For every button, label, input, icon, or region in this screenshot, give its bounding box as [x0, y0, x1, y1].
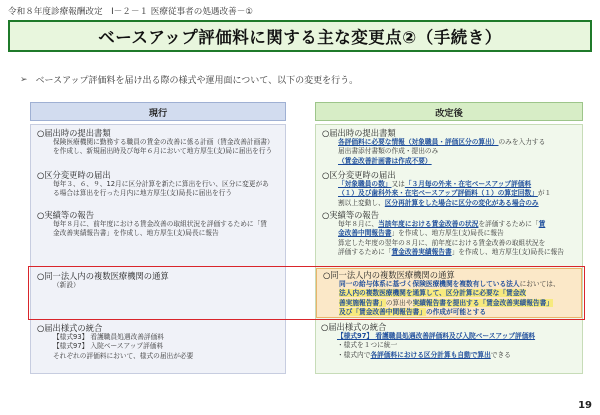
page-title: ベースアップ評価料に関する主な変更点②（手続き）	[98, 28, 502, 47]
title-banner	[8, 20, 592, 52]
current-section-documents: ○届出時の提出書類 保険医療機関に勤務する職員の賃金の改善に係る計画（賃金改善計画書） を作成し、新規届出時及び毎年６月において地方厚生(支)局に届出を行う	[31, 128, 285, 157]
header-tag: 令和８年度診療報酬改定 Ⅰ－２－１ 医療従事者の処遇改善－①	[8, 7, 254, 17]
current-panel	[30, 124, 286, 374]
revised-section-report: ○実績等の報告 毎年８月に、当該年度における賃金改善の状況を評価するために「賃 金改善中間報告書」を作成し、地方厚生(支)局長に報告 算定した年度の翌年の８月に、前年度における賃金改善の取組状況を 評価するために「賃金改善実績報告書」を作成し、地方厚生(支)局長に報告	[316, 210, 582, 258]
current-column-header: 現行	[30, 102, 286, 121]
section-title: ○届出時の提出書類	[322, 128, 396, 138]
arrow-bullet-icon: ➢	[20, 74, 28, 85]
intro-line	[20, 73, 358, 86]
section-title: ○届出様式の統合	[321, 322, 387, 332]
section-title: ○届出様式の統合	[37, 323, 103, 333]
current-section-report: ○実績等の報告 毎年８月に、前年度における賃金改善の取組状況を評価するために「賃 金改善実績報告書」を作成し、地方厚生(支)局長に報告	[31, 210, 285, 239]
section-title: ○区分変更時の届出	[322, 170, 396, 180]
revised-section-documents: ○届出時の提出書類 各評価料に必要な情報（対象職員・評価区分の算出）のみを入力する 届出書添付書類の作成・提出のみ （賃金改善計画書は作成不要）	[316, 128, 582, 166]
section-title: ○区分変更時の届出	[37, 170, 111, 180]
section-title: ○届出時の提出書類	[37, 128, 111, 138]
current-section-corporate-aggregation: ○同一法人内の複数医療機関の通算 （新設）	[31, 271, 285, 290]
revised-section-corporate-aggregation: ○同一法人内の複数医療機関の通算 同一の給与体系に基づく保険医療機関を複数有している法人においては、 法人内の複数医療機関を通算して、区分計算に必要な「賃金改 善実施報告書」の算出や実績報告書を提出する「賃金改善実績報告書」 及び「賃金改善中間報告書」の作成が可能とする	[316, 268, 582, 318]
current-section-form-integration: ○届出様式の統合 【様式93】 看護職員処遇改善評価料 【様式97】 入院ベースアップ評価料 それぞれの評価料において、様式の届出が必要	[31, 323, 285, 361]
page-number: 19	[578, 400, 592, 411]
revised-section-form-integration: ○届出様式の統合 【様式97】 看護職員処遇改善評価料及び入院ベースアップ評価料 ・様式を１つに統一 ・様式内で各評価料における区分計算も自動で算出できる	[315, 322, 583, 360]
intro-text: ベースアップ評価料を届け出る際の様式や運用面について、以下の変更を行う。	[35, 76, 359, 86]
revised-column-header: 改定後	[315, 102, 583, 121]
section-title: ○同一法人内の複数医療機関の通算	[323, 270, 455, 280]
section-title: ○実績等の報告	[37, 210, 95, 220]
revised-section-category-change: ○区分変更時の届出 「対象職員の数」又は「３月毎の外来・在宅ベースアップ評価料 （１）及び歯科外来・在宅ベースアップ評価料（１）の算定回数」が１ 割以上変動し、区分再計算をした場合に区分の変化がある場合のみ	[316, 170, 582, 208]
section-title: ○実績等の報告	[322, 210, 380, 220]
current-section-category-change: ○区分変更時の届出 毎年３、６、９、12月に区分計算を新たに算出を行い、区分に変更があ る場合は算出を行った月内に地方厚生(支)局長に届出を行う	[31, 170, 285, 199]
section-title: ○同一法人内の複数医療機関の通算	[37, 271, 169, 281]
